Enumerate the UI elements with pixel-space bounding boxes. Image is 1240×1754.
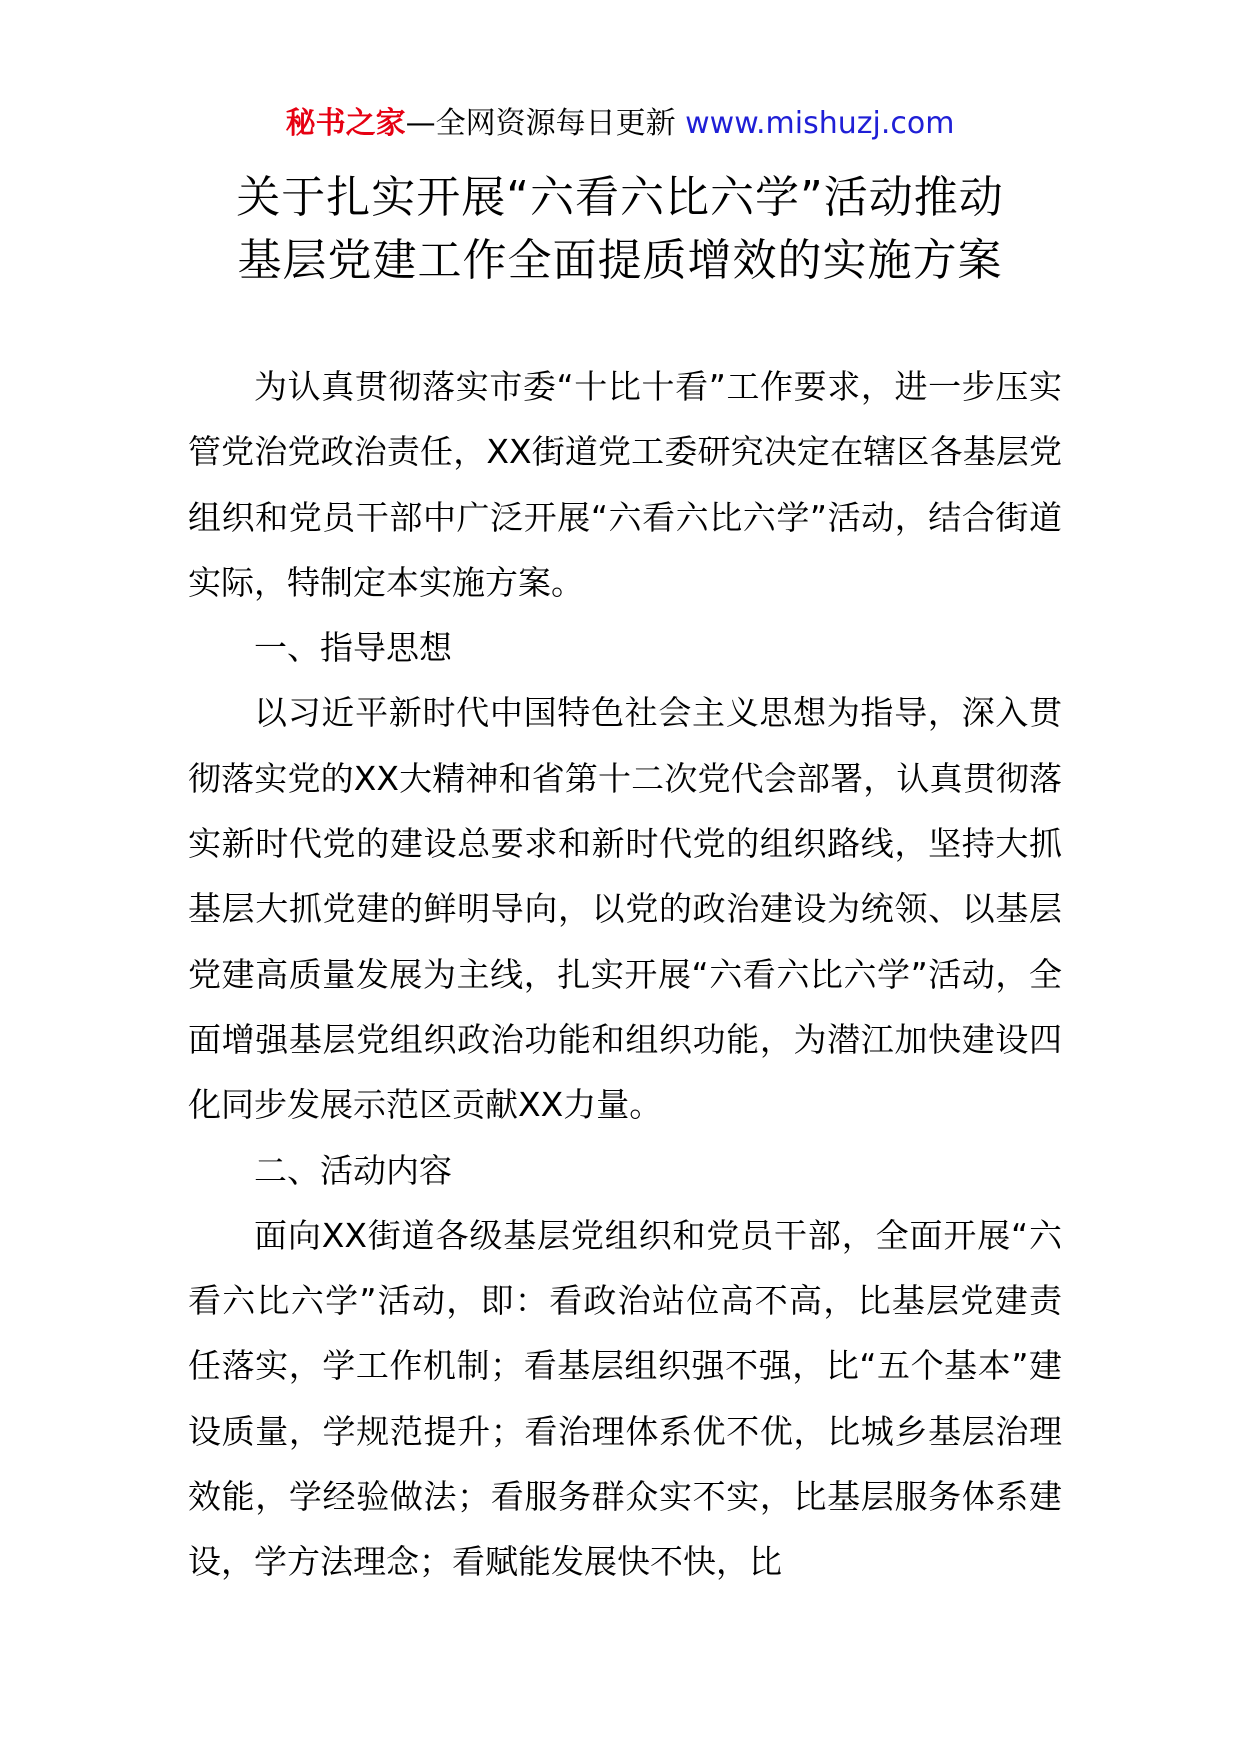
site-url-link[interactable]: www.mishuzj.com — [685, 106, 955, 141]
intro-paragraph: 为认真贯彻落实市委“十比十看”工作要求，进一步压实管党治党政治责任，XX街道党工委研究决定在辖区各基层党组织和党员干部中广泛开展“六看六比六学”活动，结合街道实际，特制定本实施方案。 — [188, 367, 1062, 602]
site-brand: 秘书之家 — [285, 106, 406, 141]
site-header — [0, 104, 1240, 144]
title-line-1: 关于扎实开展“六看六比六学”活动推动 — [236, 172, 1004, 223]
site-slogan: —全网资源每日更新 — [405, 106, 676, 141]
title-line-2: 基层党建工作全面提质增效的实施方案 — [237, 235, 1003, 286]
document-body — [188, 354, 1062, 1595]
section-heading-activity-content: 二、活动内容 — [254, 1150, 452, 1190]
section-heading-guiding-ideology: 一、指导思想 — [254, 628, 452, 668]
document-title — [0, 166, 1240, 292]
activity-content-paragraph: 面向XX街道各级基层党组织和党员干部，全面开展“六看六比六学”活动，即：看政治站位高不高，比基层党建责任落实，学工作机制；看基层组织强不强，比“五个基本”建设质量，学规范提升；看治理体系优不优，比城乡基层治理效能，学经验做法；看服务群众实不实，比基层服务体系建设，学方法理念；看赋能发展快不快，比 — [188, 1215, 1062, 1582]
guiding-ideology-paragraph: 以习近平新时代中国特色社会主义思想为指导，深入贯彻落实党的XX大精神和省第十二次党代会部署，认真贯彻落实新时代党的建设总要求和新时代党的组织路线，坚持大抓基层大抓党建的鲜明导向，以党的政治建设为统领、以基层党建高质量发展为主线，扎实开展“六看六比六学”活动，全面增强基层党组织政治功能和组织功能，为潜江加快建设四化同步发展示范区贡献XX力量。 — [188, 693, 1062, 1125]
